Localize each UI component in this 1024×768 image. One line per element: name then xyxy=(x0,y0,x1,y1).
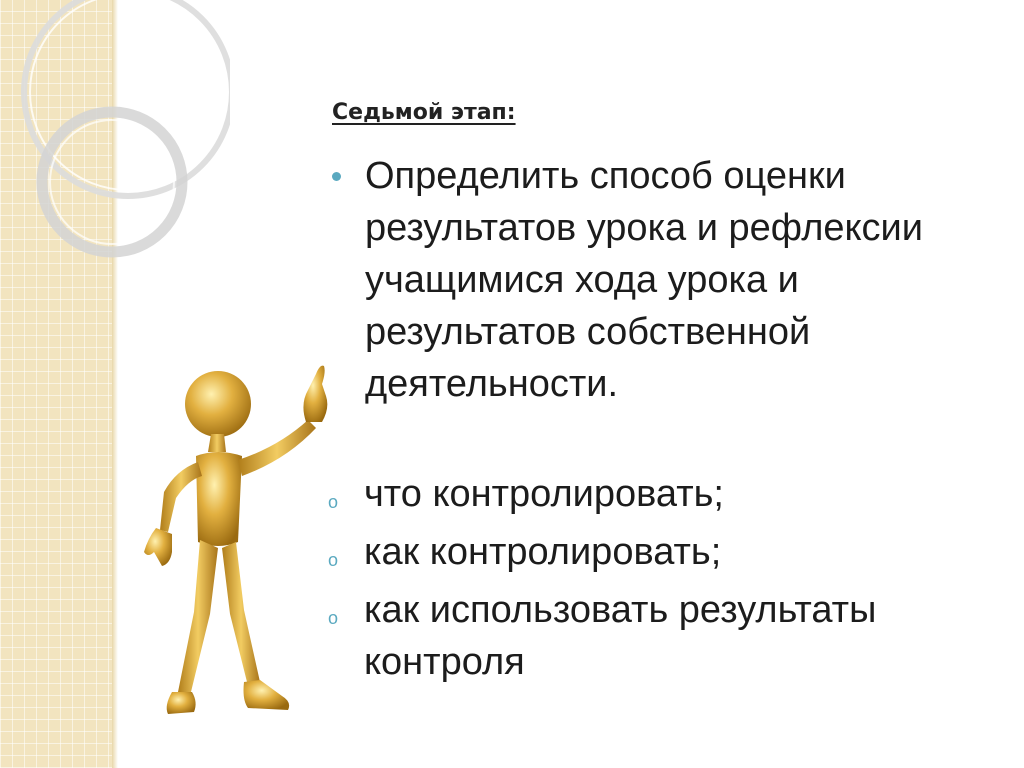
sub-points-list xyxy=(328,468,1008,688)
sub-point-text: что контролировать; xyxy=(364,473,724,515)
hollow-bullet-icon: o xyxy=(328,608,339,628)
decorative-rings xyxy=(0,0,230,260)
main-point-text: Определить способ оценки результатов урока и рефлексии учащимися хода урока и результатов собственной деятельности. xyxy=(365,155,924,405)
sub-point-item xyxy=(328,468,1008,520)
golden-figure-icon xyxy=(138,352,368,762)
bullet-dot-icon xyxy=(332,172,341,181)
sub-point-text: как использовать результаты контроля xyxy=(364,589,877,683)
hollow-bullet-icon: o xyxy=(328,492,339,512)
main-bullet-item xyxy=(332,150,992,410)
sub-point-item xyxy=(328,526,1008,578)
slide-heading: Седьмой этап: xyxy=(332,100,516,125)
sub-point-text: как контролировать; xyxy=(364,531,722,573)
sub-point-item xyxy=(328,584,1008,688)
hollow-bullet-icon: o xyxy=(328,550,339,570)
